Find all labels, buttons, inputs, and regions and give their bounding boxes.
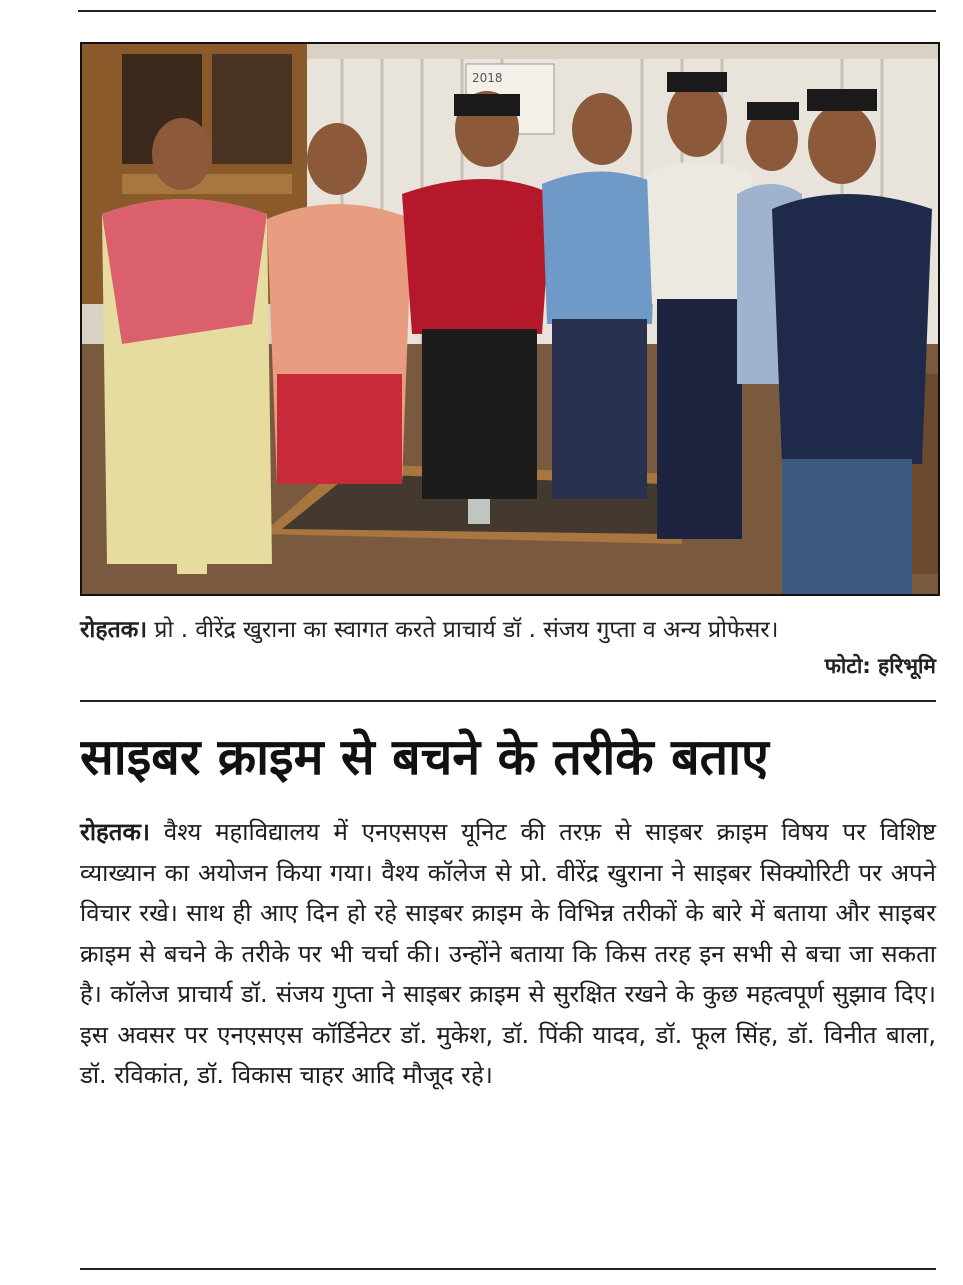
caption-place: रोहतक। <box>80 617 148 643</box>
article-text: वैश्य महाविद्यालय में एनएसएस यूनिट की तरफ़ से साइबर क्राइम विषय पर विशिष्ट व्याख्यान का अयोजन किया गया। वैश्य कॉलेज से प्रो. वीरेंद्र खुराना ने साइबर सिक्योरिटी पर अपने विचार रखे। साथ ही आए दिन हो रहे साइबर क्राइम के विभिन्न तरीकों के बारे में बताया और साइबर क्राइम से बचने के तरीके पर भी चर्चा की। उन्होंने बताया कि किस तरह इन सभी से बचा जा सकता है। कॉलेज प्राचार्य डॉ. संजय गुप्ता ने साइबर क्राइम से सुरक्षित रखने के कुछ महत्वपूर्ण सुझाव दिए। इस अवसर पर एनएसएस कॉर्डिनेटर डॉ. मुकेश, डॉ. पिंकी यादव, डॉ. फूल सिंह, डॉ. विनीत बाला, डॉ. रविकांत, डॉ. विकास चाहर आदि मौजूद रहे। <box>80 818 936 1089</box>
photo-credit: फोटो: हरिभूमि <box>824 654 936 678</box>
headline: साइबर क्राइम से बचने के तरीके बताए <box>80 728 769 786</box>
article-place: रोहतक। <box>80 818 150 846</box>
top-rule <box>78 0 936 12</box>
caption-text: प्रो . वीरेंद्र खुराना का स्वागत करते प्राचार्य डॉ . संजय गुप्ता व अन्य प्रोफेसर। <box>147 617 779 643</box>
bottom-rule <box>80 1268 936 1270</box>
svg-text:2018: 2018 <box>472 71 503 85</box>
group-photo-icon <box>82 44 938 594</box>
section-divider <box>80 700 936 702</box>
photo-caption <box>80 612 936 648</box>
news-photo <box>80 42 940 596</box>
article-body <box>80 812 936 1096</box>
